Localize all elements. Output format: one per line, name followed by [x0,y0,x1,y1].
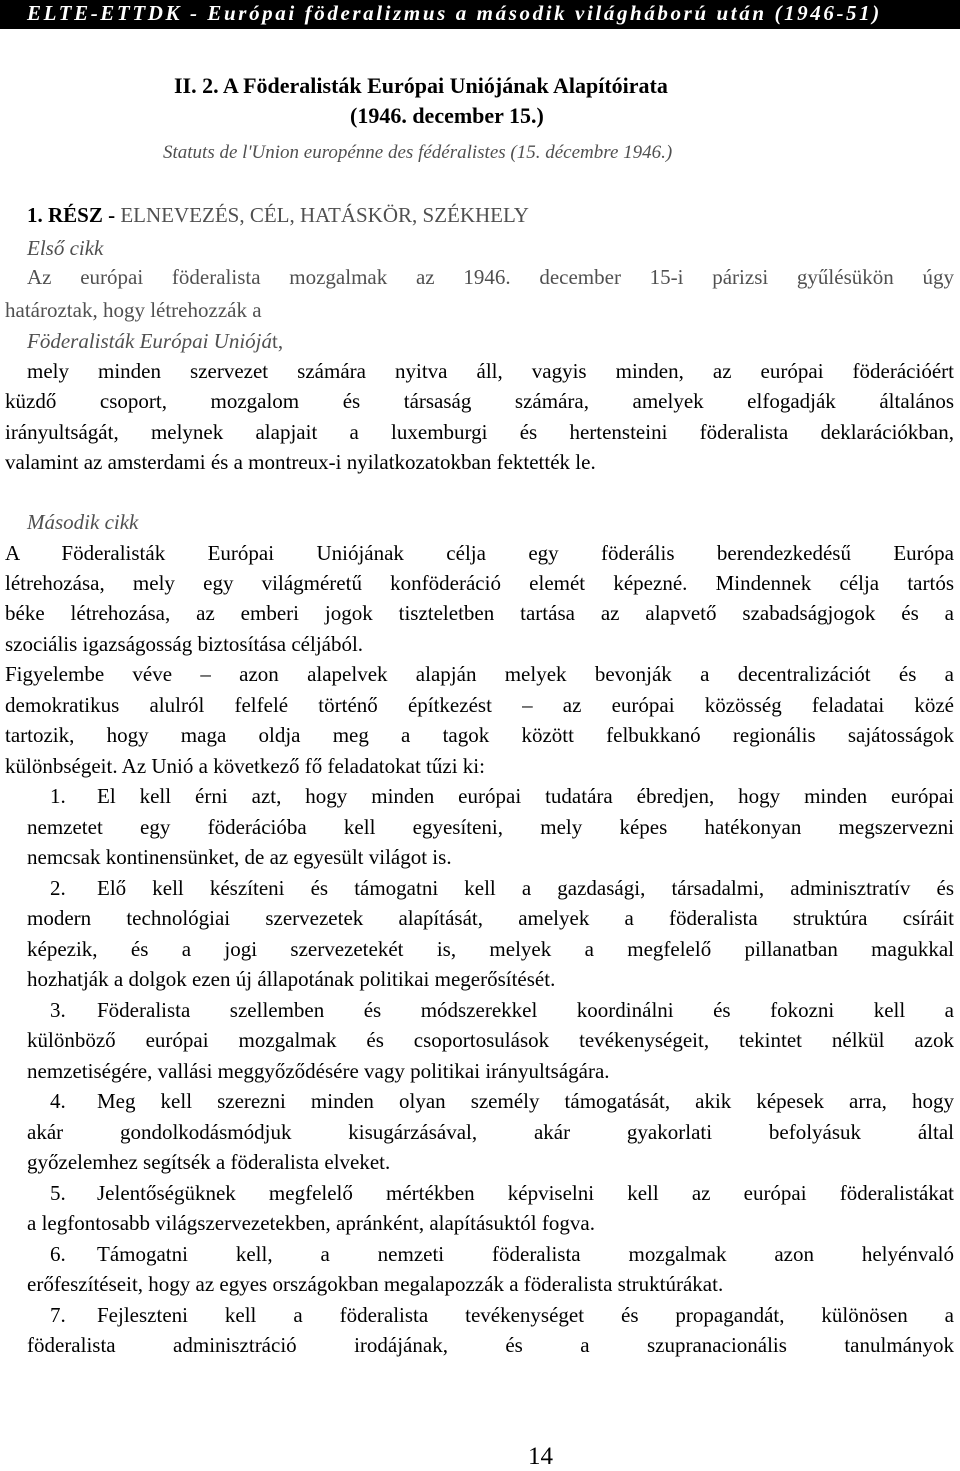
part-dash: - [108,203,116,227]
article-1-heading: Első cikk [27,236,104,260]
part-label: RÉSZ [48,203,103,227]
title-line-2: (1946. december 15.) [350,103,544,128]
article-1-line: küzdő csoport, mozgalom és társaság számára, amelyek elfogadják általános [5,389,954,413]
task-line: nemcsak kontinensünket, de az egyesült világot is. [27,845,452,869]
header-bar [0,0,960,29]
task-line: a legfontosabb világszervezetekben, apránként, alapításuktól fogva. [27,1211,595,1235]
subtitle: Statuts de l'Union europénne des fédéralistes (15. décembre 1946.) [163,142,673,163]
article-1-line: valamint az amsterdami és a montreux-i nyilatkozatokban fektették le. [5,450,596,474]
task-line: nemzetet egy föderációba kell egyesíteni, mely képes hatékonyan megszervezni [27,815,954,839]
task-number: 7. [50,1303,66,1327]
article-2-line: demokratikus alulról felfelé történő építkezést – az európai közösség feladatai közé [5,693,954,717]
article-1-line: határoztak, hogy létrehozzák a [5,298,262,322]
task-number: 3. [50,998,66,1022]
task-line: Fejleszteni kell a föderalista tevékenységet és propagandát, különösen a [97,1303,954,1327]
task-line: erőfeszítéseit, hogy az egyes országokban megalapozzák a föderalista struktúrákat. [27,1272,724,1296]
page-number: 14 [528,1443,553,1470]
article-2-line: tartozik, hogy maga oldja meg a tagok között felbukkanó regionális sajátosságok [5,723,954,747]
task-number: 4. [50,1089,66,1113]
task-line: győzelemhez segítsék a föderalista elveket. [27,1150,391,1174]
task-line: Jelentőségüknek megfelelő mértékben képviselni kell az európai föderalistákat [97,1181,954,1205]
article-1-line: irányultságát, melynek alapjait a luxemburgi és hertensteini föderalista deklarációkban, [5,420,954,444]
part-title: ELNEVEZÉS, CÉL, HATÁSKÖR, SZÉKHELY [120,203,529,227]
task-number: 1. [50,784,66,808]
article-2-line: szociális igazságosság biztosítása céljából. [5,632,364,656]
article-1-line: Az európai föderalista mozgalmak az 1946. december 15-i párizsi gyűlésükön úgy [27,265,954,289]
article-2-line: különbségeit. Az Unió a következő fő feladatokat tűzi ki: [5,754,485,778]
task-line: modern technológiai szervezetek alapítását, amelyek a föderalista struktúra csíráit [27,906,954,930]
article-1-line: Föderalisták Európai Unióját, [27,329,284,353]
title-line-1: II. 2. A Föderalisták Európai Uniójának Alapítóirata [174,73,668,98]
article-1-line: mely minden szervezet számára nyitva áll, vagyis minden, az európai föderációért [27,359,954,383]
task-line: Meg kell szerezni minden olyan személy támogatását, akik képesek arra, hogy [97,1089,954,1113]
task-line: El kell érni azt, hogy minden európai tudatára ébredjen, hogy minden európai [97,784,954,808]
task-line: Támogatni kell, a nemzeti föderalista mozgalmak azon helyénvaló [97,1242,954,1266]
header-title: ELTE-ETTDK - Európai föderalizmus a második világháború után (1946-51) [27,1,882,25]
task-line: különböző európai mozgalmak és csoportosulások tevékenységeit, tekintet nélkül azok [27,1028,954,1052]
task-line: hozhatják a dolgok ezen új állapotának politikai megerősítését. [27,967,556,991]
article-2-line: Figyelembe véve – azon alapelvek alapján melyek bevonják a decentralizációt és a [5,662,954,686]
task-line: Elő kell készíteni és támogatni kell a gazdasági, társadalmi, adminisztratív és [97,876,954,900]
article-2-line: A Föderalisták Európai Uniójának célja egy föderális berendezkedésű Európa [5,541,954,565]
article-2-heading: Második cikk [27,510,139,534]
task-line: képezik, és a jogi szervezetekét is, melyek a megfelelő pillanatban magukkal [27,937,954,961]
task-line: föderalista adminisztráció irodájának, és a szupranacionális tanulmányok [27,1333,954,1357]
task-line: nemzetiségére, vallási meggyőződésére vagy politikai irányultságára. [27,1059,610,1083]
article-2-line: béke létrehozása, az emberi jogok tiszteletben tartása az alapvető szabadságjogok és a [5,601,954,625]
task-number: 6. [50,1242,66,1266]
part-number: 1. [27,203,43,227]
task-number: 2. [50,876,66,900]
task-line: Föderalista szellemben és módszerekkel koordinálni és fokozni kell a [97,998,954,1022]
part-heading [27,203,529,227]
task-number: 5. [50,1181,66,1205]
article-2-line: létrehozása, mely egy világméretű konföderáció elemét képezné. Mindennek célja tartós [5,571,954,595]
task-line: akár gondolkodásmódjuk kisugárzásával, akár gyakorlati befolyásuk által [27,1120,954,1144]
